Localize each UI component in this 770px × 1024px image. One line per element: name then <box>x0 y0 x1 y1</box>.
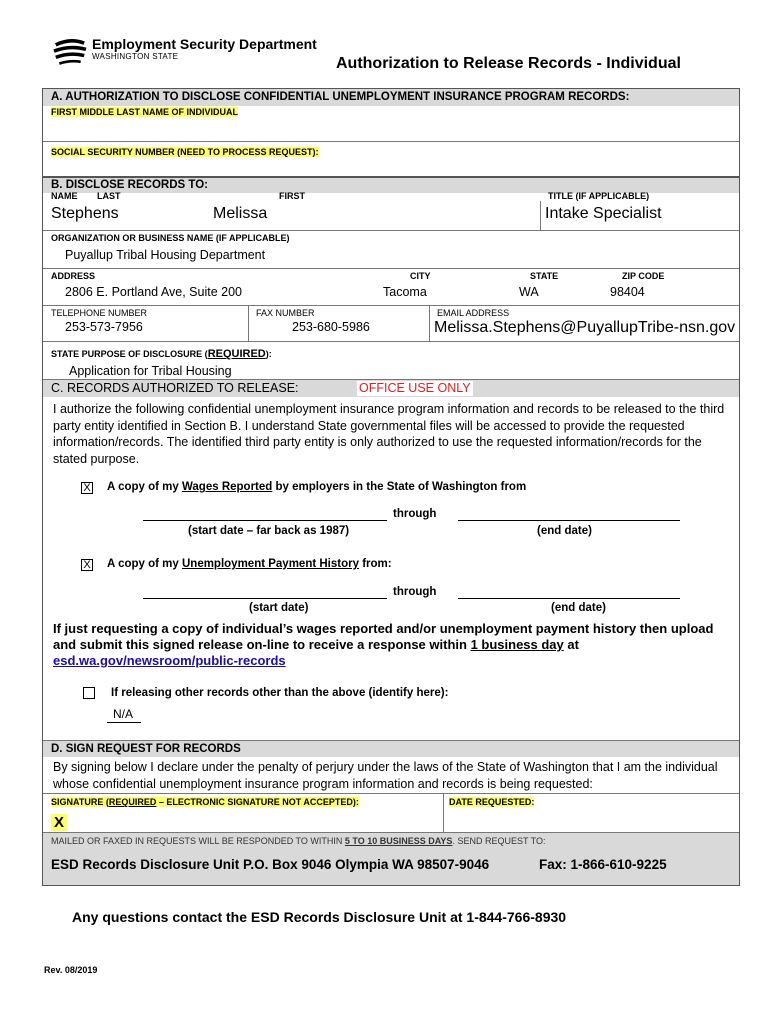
organization-value[interactable]: Puyallup Tribal Housing Department <box>65 248 266 262</box>
first-label: FIRST <box>279 191 305 201</box>
address-value[interactable]: 2806 E. Portland Ave, Suite 200 <box>65 285 242 299</box>
section-c-body <box>43 397 739 741</box>
purpose-label: STATE PURPOSE OF DISCLOSURE (REQUIRED): <box>51 348 272 360</box>
phone-value[interactable]: 253-573-7956 <box>65 320 143 334</box>
name-label: NAME <box>51 191 78 201</box>
fax-value[interactable]: 253-680-5986 <box>292 320 370 334</box>
section-c-heading: C. RECORDS AUTHORIZED TO RELEASE: OFFICE USE ONLY <box>43 380 739 397</box>
fax-label: FAX NUMBER <box>256 308 315 318</box>
purpose-value[interactable]: Application for Tribal Housing <box>69 364 232 378</box>
individual-name-label: FIRST MIDDLE LAST NAME OF INDIVIDUAL <box>51 107 238 117</box>
state-label: STATE <box>530 271 559 281</box>
other-records-checkbox[interactable] <box>83 687 95 699</box>
org-name: Employment Security Department <box>92 36 317 52</box>
revision-date: Rev. 08/2019 <box>44 965 98 975</box>
organization-label: ORGANIZATION OR BUSINESS NAME (IF APPLICABLE) <box>51 233 290 243</box>
payment-end-caption: (end date) <box>551 602 606 614</box>
payment-through: through <box>393 586 437 598</box>
wages-start-caption: (start date – far back as 1987) <box>188 525 350 537</box>
declaration-paragraph: By signing below I declare under the penalty of perjury under the laws of the State of Washington that I am the individual whose confidential unemployment insurance program information and records is being requested: <box>53 760 718 791</box>
org-sub: WASHINGTON STATE <box>92 52 179 61</box>
section-a-heading: A. AUTHORIZATION TO DISCLOSE CONFIDENTIAL UNEMPLOYMENT INSURANCE PROGRAM RECORDS: <box>43 89 739 106</box>
payment-start-line[interactable] <box>143 598 387 599</box>
mailed-note: MAILED OR FAXED IN REQUESTS WILL BE RESPONDED TO WITHIN 5 TO 10 BUSINESS DAYS. SEND REQUEST TO: <box>51 836 546 846</box>
other-records-value[interactable]: N/A <box>113 707 134 721</box>
state-value[interactable]: WA <box>519 285 539 299</box>
fax-number-line: Fax: 1-866-610-9225 <box>539 857 667 872</box>
date-requested-label: DATE REQUESTED: <box>449 797 535 807</box>
organization-row <box>43 231 739 269</box>
wages-checkbox[interactable]: X <box>81 482 93 494</box>
office-use-label: OFFICE USE ONLY <box>359 381 471 395</box>
mailing-box <box>43 833 739 885</box>
payment-option: A copy of my Unemployment Payment History from: <box>107 558 392 570</box>
public-records-link[interactable]: esd.wa.gov/newsroom/public-records <box>53 653 286 668</box>
form <box>42 88 740 886</box>
section-d-heading: D. SIGN REQUEST FOR RECORDS <box>43 741 739 757</box>
email-value[interactable]: Melissa.Stephens@PuyallupTribe-nsn.gov <box>434 319 736 336</box>
wages-start-line[interactable] <box>143 520 387 521</box>
payment-end-line[interactable] <box>458 598 680 599</box>
email-label: EMAIL ADDRESS <box>437 308 510 318</box>
signature-label: SIGNATURE (REQUIRED – ELECTRONIC SIGNATURE NOT ACCEPTED): <box>51 797 359 807</box>
city-value[interactable]: Tacoma <box>383 285 427 299</box>
payment-start-caption: (start date) <box>249 602 309 614</box>
signature-row <box>43 793 739 833</box>
wages-option: A copy of my Wages Reported by employers in the State of Washington from <box>107 481 527 493</box>
authorization-paragraph: I authorize the following confidential unemployment insurance program information and records to be released to the third party entity identified in Section B. I understand State governmental files will be accessed to provide the requested information/records. The identified third party entity is only authorized to use the requested information/records for the stated purpose. <box>53 402 725 466</box>
ssn-label: SOCIAL SECURITY NUMBER (NEED TO PROCESS REQUEST): <box>51 147 319 157</box>
last-label: LAST <box>97 191 121 201</box>
mailing-address: ESD Records Disclosure Unit P.O. Box 9046 Olympia WA 98507-9046 <box>51 857 490 872</box>
document-title: Authorization to Release Records - Individual <box>336 55 681 72</box>
city-label: CITY <box>410 271 431 281</box>
title-value[interactable]: Intake Specialist <box>545 205 662 222</box>
address-row <box>43 269 739 306</box>
other-records-label: If releasing other records other than the above (identify here): <box>111 687 449 699</box>
section-b-heading: B. DISCLOSE RECORDS TO: <box>43 178 739 193</box>
recipient-name-row <box>43 193 739 231</box>
purpose-row <box>43 342 739 380</box>
individual-name-field[interactable] <box>43 106 739 142</box>
ssn-field[interactable] <box>43 142 739 178</box>
contact-row <box>43 306 739 342</box>
first-name-value[interactable]: Melissa <box>213 205 268 222</box>
address-label: ADDRESS <box>51 271 96 281</box>
signature-x[interactable]: X <box>51 814 67 831</box>
questions-contact: Any questions contact the ESD Records Disclosure Unit at 1-844-766-8930 <box>72 909 567 925</box>
last-name-value[interactable]: Stephens <box>51 205 119 222</box>
zip-value[interactable]: 98404 <box>610 285 645 299</box>
wages-end-line[interactable] <box>458 520 680 521</box>
wages-through: through <box>393 508 437 520</box>
phone-label: TELEPHONE NUMBER <box>51 308 148 318</box>
wages-end-caption: (end date) <box>537 525 592 537</box>
zip-label: ZIP CODE <box>622 271 665 281</box>
online-notice: If just requesting a copy of individual’s wages reported and/or unemployment payment history then upload and submit this signed release on-line to receive a response within 1 business day at esd.wa.gov/newsroom/public-records <box>53 621 714 668</box>
esd-logo-icon <box>52 36 88 68</box>
title-label: TITLE (IF APPLICABLE) <box>548 191 650 201</box>
payment-checkbox[interactable]: X <box>81 559 93 571</box>
